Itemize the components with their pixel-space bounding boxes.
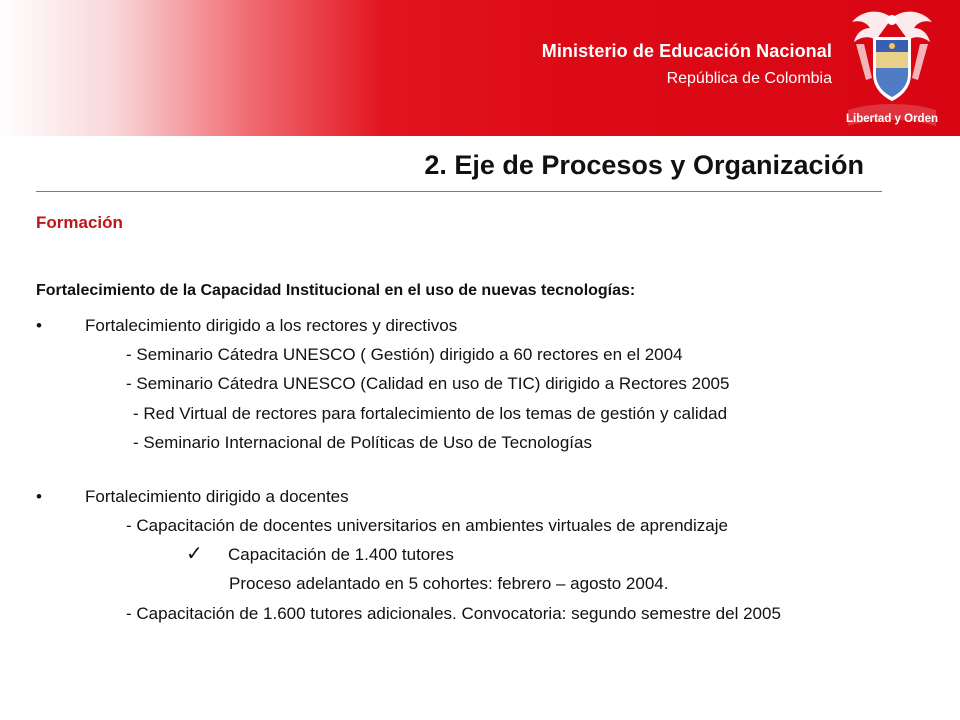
group1-item: - Seminario Cátedra UNESCO ( Gestión) dirigido a 60 rectores en el 2004: [126, 345, 683, 364]
group1-item: - Seminario Internacional de Políticas de Uso de Tecnologías: [133, 433, 592, 452]
group2-heading: Fortalecimiento dirigido a docentes: [85, 487, 349, 506]
group2-item: - Capacitación de 1.600 tutores adicionales. Convocatoria: segundo semestre del 2005: [126, 604, 781, 623]
bullet-icon: •: [36, 487, 42, 506]
check-item: Capacitación de 1.400 tutores: [228, 545, 454, 564]
subheading: Fortalecimiento de la Capacidad Institucional en el uso de nuevas tecnologías:: [36, 282, 636, 299]
page-title: 2. Eje de Procesos y Organización: [424, 150, 864, 180]
checkmark-icon: ✓: [186, 543, 203, 565]
header-band: [0, 0, 960, 136]
colombia-coat-of-arms-icon: [842, 4, 942, 132]
group1-heading: Fortalecimiento dirigido a los rectores y directivos: [85, 316, 458, 335]
group2-item: - Capacitación de docentes universitarios en ambientes virtuales de aprendizaje: [126, 516, 728, 535]
ministry-name: Ministerio de Educación Nacional: [541, 41, 832, 61]
section-label: Formación: [36, 213, 123, 232]
crest-motto: Libertad y Orden: [845, 113, 939, 125]
republic-name: República de Colombia: [666, 70, 832, 87]
group1-item: - Red Virtual de rectores para fortalecimiento de los temas de gestión y calidad: [133, 404, 728, 423]
group1-item: - Seminario Cátedra UNESCO (Calidad en uso de TIC) dirigido a Rectores 2005: [126, 374, 730, 393]
check-item-detail: Proceso adelantado en 5 cohortes: febrero – agosto 2004.: [229, 574, 669, 593]
bullet-icon: •: [36, 316, 42, 335]
title-divider: [36, 191, 882, 192]
